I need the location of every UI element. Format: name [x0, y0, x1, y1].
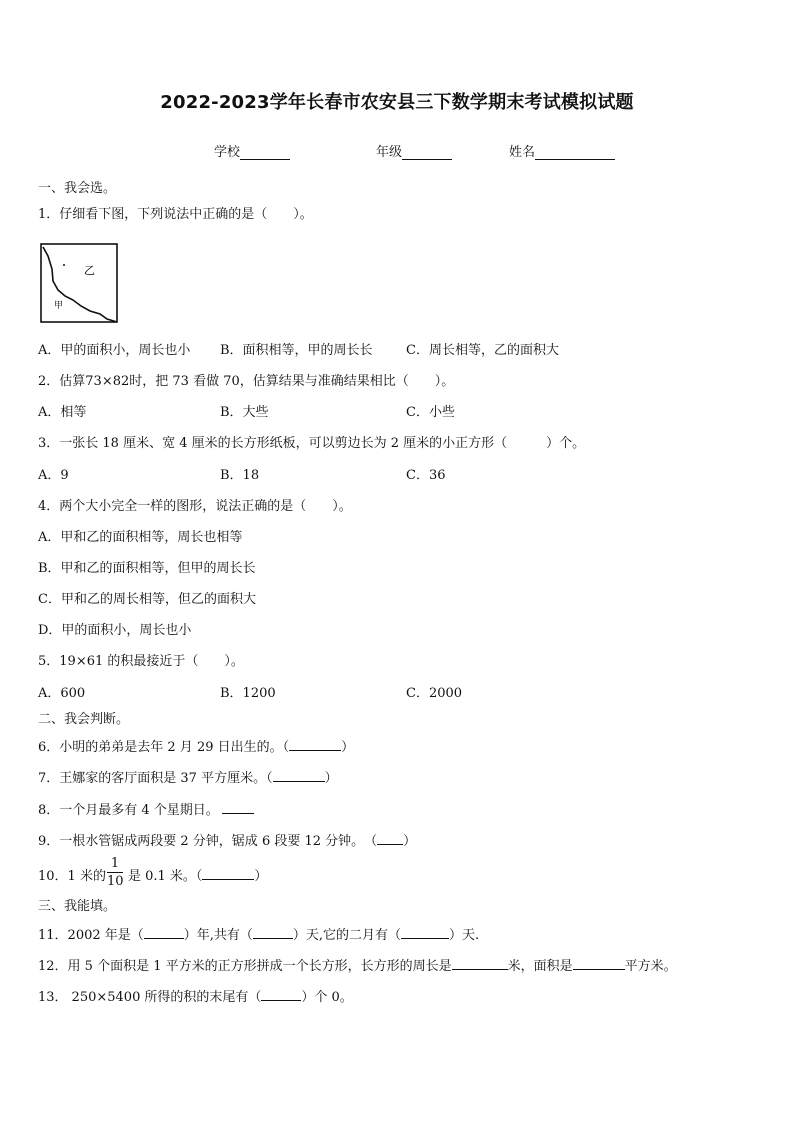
q11-part-1: 11．2002 年是（ [38, 928, 144, 943]
q9-text: 9．一根水管锯成两段要 2 分钟，锯成 6 段要 12 分钟。 （ [38, 834, 378, 849]
q13-part-1: 13． [38, 990, 68, 1005]
q2-text-a: 2．估算 [38, 374, 86, 389]
q13-part-2: 所得的积的末尾有（ [144, 990, 262, 1005]
section-heading-3: 三、我能填。 [38, 899, 117, 914]
q6-close: ） [341, 740, 355, 755]
q12-part-3: 平方米。 [624, 959, 677, 974]
q12-blank-1[interactable] [452, 956, 508, 970]
q10-denominator: 10 [107, 874, 124, 889]
q11-part-2: ）年,共有（ [183, 928, 253, 943]
q12-part-1: 12．用 5 个面积是 1 平方米的正方形拼成一个长方形，长方形的周长是 [38, 959, 452, 974]
grade-field [376, 141, 452, 160]
question-5: 5．19×61 的积最接近于（ ）。 [38, 654, 244, 669]
name-field [509, 141, 615, 160]
school-label: 学校 [214, 145, 241, 160]
grade-blank[interactable] [402, 145, 452, 160]
fraction-bar [107, 872, 123, 873]
school-blank[interactable] [240, 145, 290, 160]
q10-numerator: 1 [110, 856, 120, 871]
q2-option-c[interactable]: C．小些 [406, 405, 455, 420]
q9-answer-blank[interactable] [377, 831, 403, 845]
q11-blank-2[interactable] [253, 925, 293, 939]
figure-label-jia: 甲 [54, 301, 64, 311]
q8-answer-blank[interactable] [222, 800, 254, 814]
figure-label-yi: 乙 [84, 264, 95, 277]
page-title: 2022-2023学年长春市农安县三下数学期末考试模拟试题 [160, 92, 634, 113]
q4-option-b[interactable]: B．甲和乙的面积相等，但甲的周长长 [38, 561, 256, 576]
q10-answer-blank[interactable] [202, 866, 254, 880]
q6-answer-blank[interactable] [289, 737, 341, 751]
school-field [214, 141, 290, 160]
name-label: 姓名 [509, 145, 536, 160]
question-3: 3．一张长 18 厘米、宽 4 厘米的长方形纸板，可以剪边长为 2 厘米的小正方形（ ）个。 [38, 436, 586, 451]
q1-option-b[interactable]: B．面积相等，甲的周长长 [220, 343, 373, 358]
question-9 [38, 831, 416, 851]
q5-option-a[interactable]: A．600 [38, 686, 86, 701]
q7-answer-blank[interactable] [273, 768, 325, 782]
q7-text: 7．王娜家的客厅面积是 37 平方厘米。（ [38, 771, 273, 786]
q9-close: ） [403, 834, 417, 849]
q13-blank[interactable] [261, 987, 301, 1001]
q10-fraction [107, 856, 123, 889]
section-heading-1: 一、我会选。 [38, 181, 117, 196]
q11-part-4: ）天. [449, 928, 480, 943]
question-8 [38, 800, 254, 820]
q2-option-a[interactable]: A．相等 [38, 405, 87, 420]
question-12 [38, 956, 677, 976]
q1-option-c[interactable]: C．周长相等，乙的面积大 [406, 343, 559, 358]
q11-blank-1[interactable] [144, 925, 184, 939]
q12-blank-2[interactable] [573, 956, 625, 970]
q12-part-2: 米，面积是 [507, 959, 573, 974]
q3-option-b[interactable]: B．18 [220, 468, 260, 483]
q7-close: ） [324, 771, 338, 786]
question-13 [38, 987, 353, 1007]
q13-part-3: ）个 0。 [301, 990, 353, 1005]
q5-option-c[interactable]: C．2000 [406, 686, 463, 701]
q10-close: ） [254, 869, 268, 884]
q2-text-b: 时，把 73 看做 70，估算结果与准确结果相比（ ）。 [129, 374, 455, 389]
q8-text: 8．一个月最多有 4 个星期日。 [38, 803, 219, 818]
question-1: 1．仔细看下图，下列说法中正确的是（ ）。 [38, 207, 313, 222]
q11-blank-3[interactable] [401, 925, 449, 939]
q3-option-a[interactable]: A．9 [38, 468, 69, 483]
q4-option-d[interactable]: D．甲的面积小，周长也小 [38, 623, 192, 638]
q2-expression: 73×82 [85, 374, 130, 389]
q4-option-c[interactable]: C．甲和乙的周长相等，但乙的面积大 [38, 592, 256, 607]
q10-text-b: 是 0.1 米。（ [127, 869, 203, 884]
q13-expression: 250×5400 [71, 990, 141, 1005]
question-6 [38, 737, 354, 757]
q11-part-3: ）天,它的二月有（ [292, 928, 402, 943]
question-1-figure [40, 243, 120, 325]
grade-label: 年级 [376, 145, 403, 160]
q1-option-a[interactable]: A．甲的面积小，周长也小 [38, 343, 191, 358]
q10-text-a: 10．1 米的 [38, 869, 106, 884]
question-4: 4．两个大小完全一样的图形，说法正确的是（ ）。 [38, 499, 352, 514]
q4-option-a[interactable]: A．甲和乙的面积相等，周长也相等 [38, 530, 243, 545]
q3-option-c[interactable]: C．36 [406, 468, 446, 483]
section-heading-2: 二、我会判断。 [38, 712, 130, 727]
question-2 [38, 373, 454, 391]
q5-option-b[interactable]: B．1200 [220, 686, 276, 701]
question-10 [38, 866, 267, 886]
question-7 [38, 768, 338, 788]
question-11 [38, 925, 479, 945]
name-blank[interactable] [535, 145, 615, 160]
q6-text: 6．小明的弟弟是去年 2 月 29 日出生的。（ [38, 740, 290, 755]
q2-option-b[interactable]: B．大些 [220, 405, 269, 420]
